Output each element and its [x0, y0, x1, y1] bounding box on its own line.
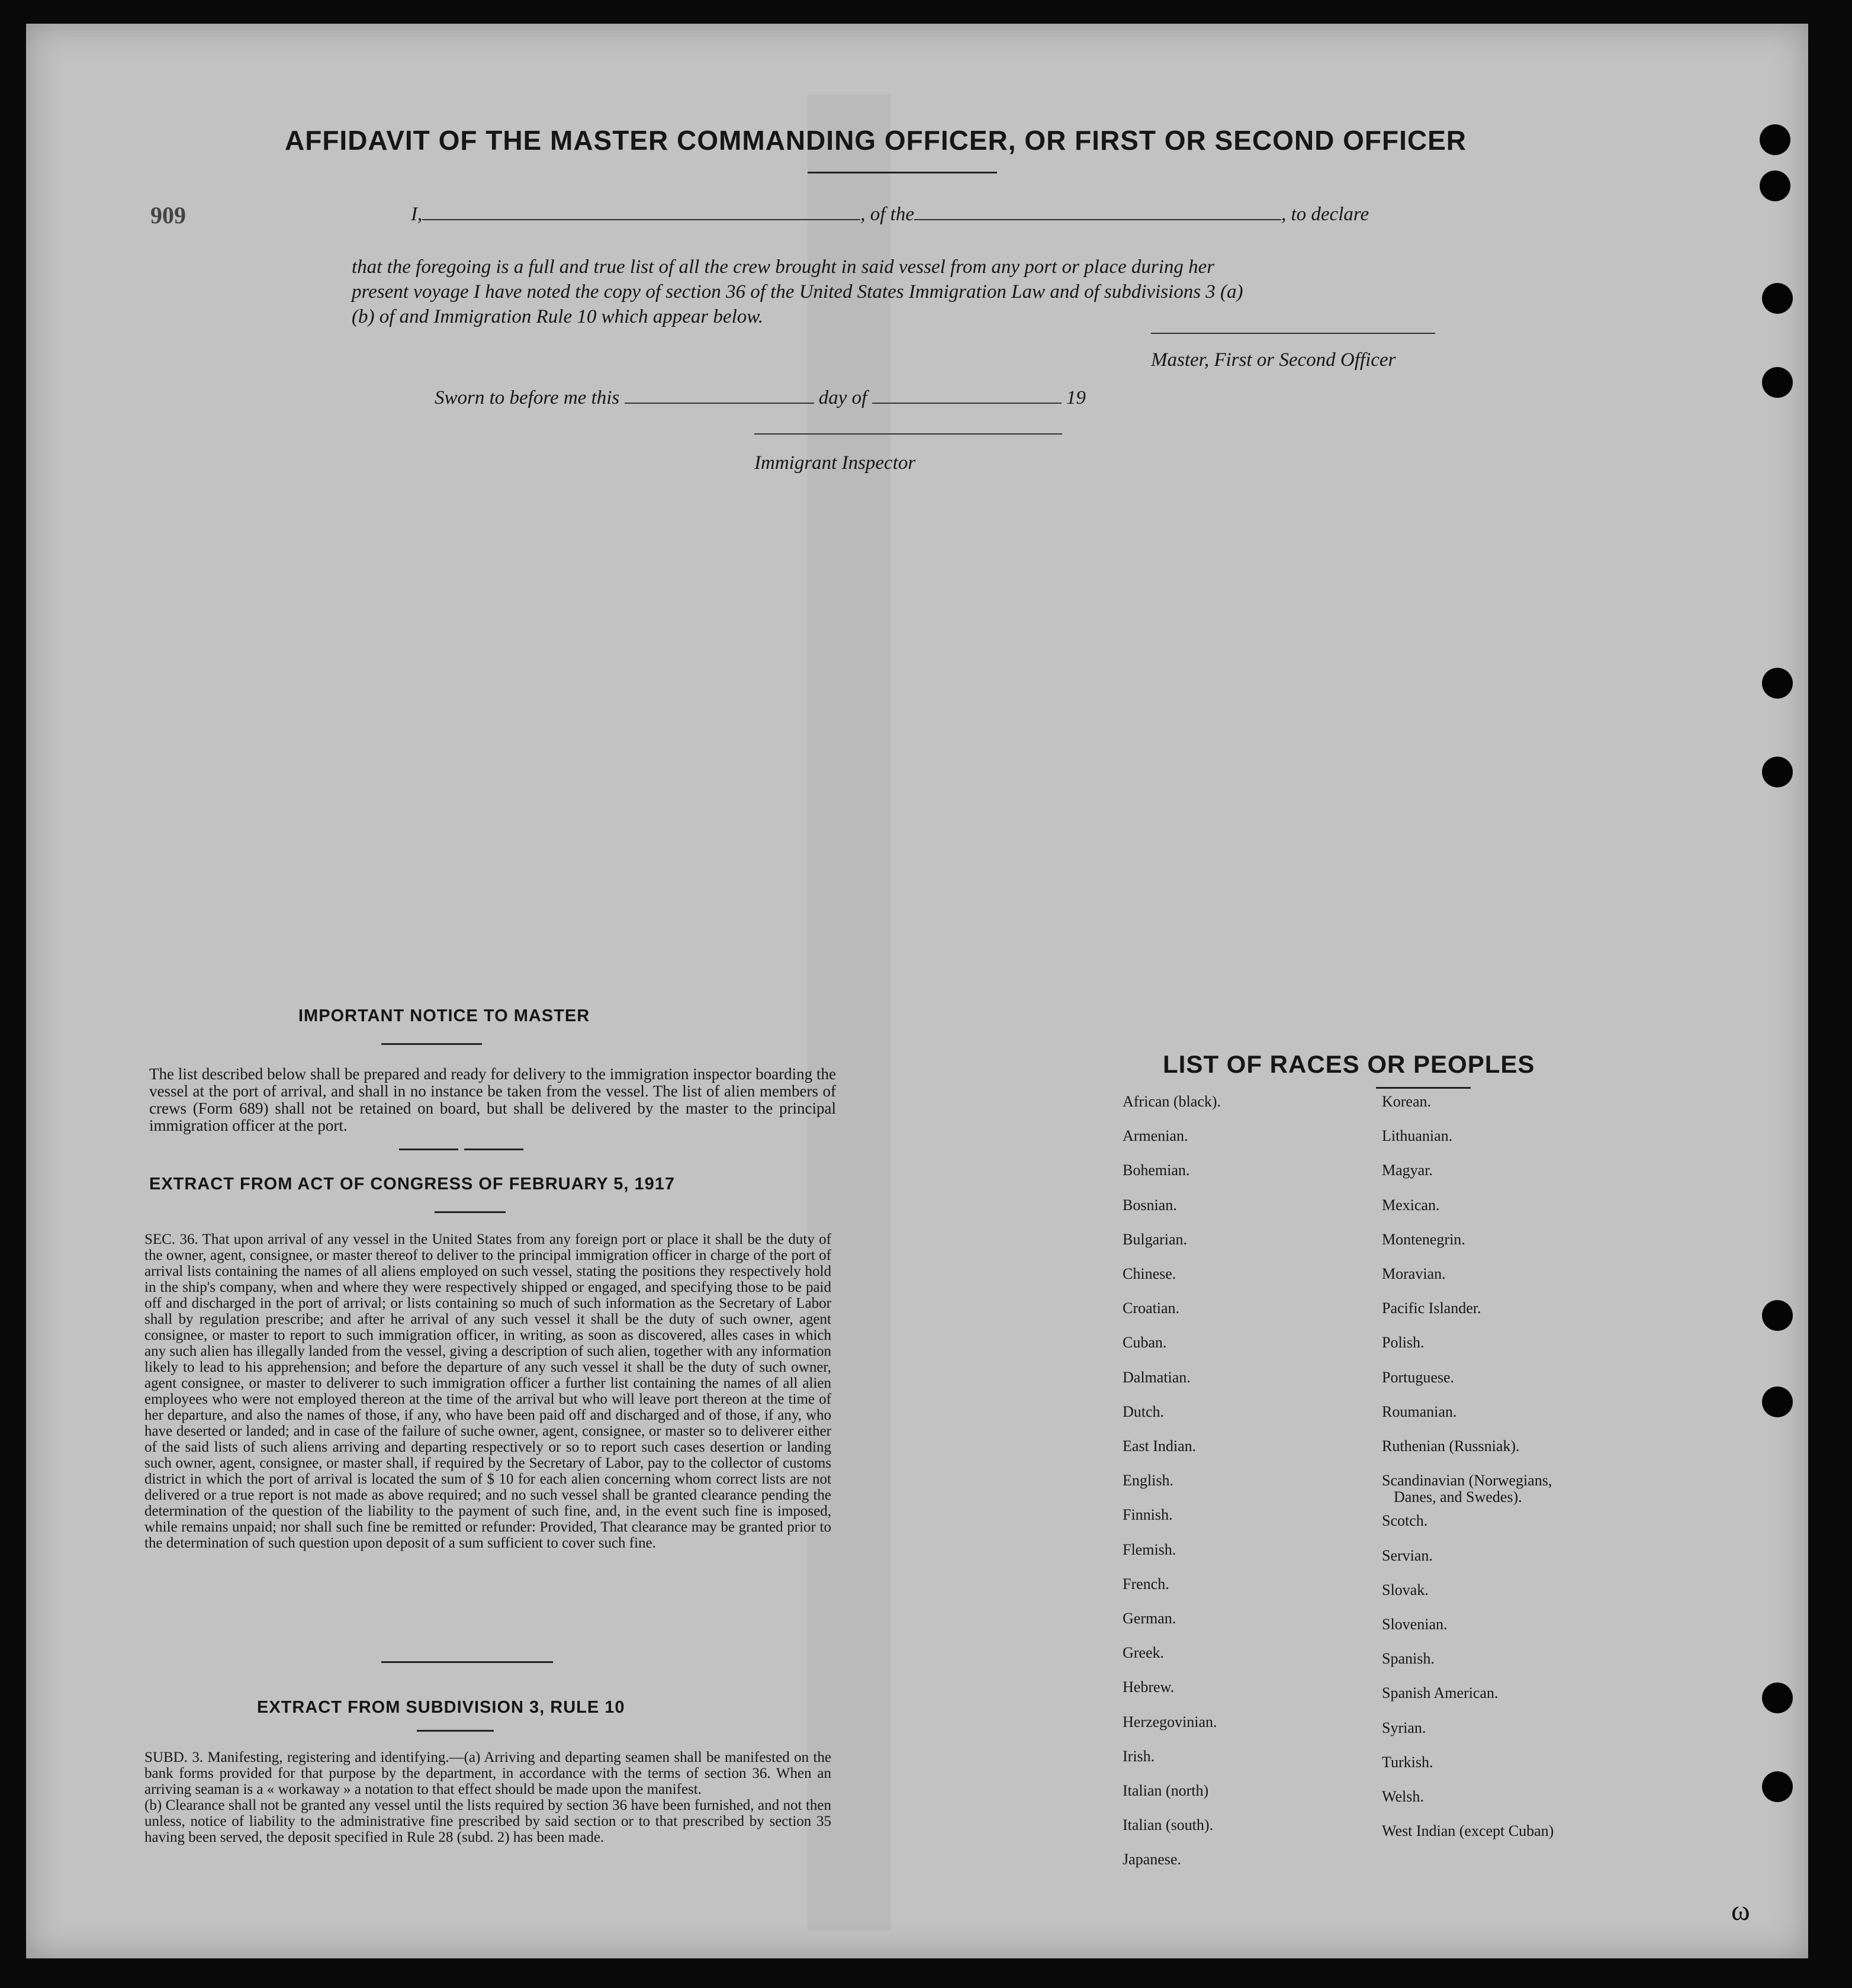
- master-label: Master, First or Second Officer: [1151, 349, 1396, 371]
- race-item: Bohemian.: [1123, 1162, 1190, 1179]
- race-item: Roumanian.: [1382, 1402, 1457, 1420]
- extract-rule-heading: EXTRACT FROM SUBDIVISION 3, RULE 10: [257, 1698, 625, 1717]
- race-item: Scandinavian (Norwegians,: [1382, 1472, 1552, 1490]
- race-item: Montenegrin.: [1382, 1230, 1465, 1248]
- race-item: West Indian (except Cuban): [1382, 1822, 1554, 1840]
- race-item: Finnish.: [1123, 1506, 1173, 1524]
- year-label: 19: [1066, 387, 1086, 408]
- race-item: German.: [1123, 1610, 1176, 1627]
- race-item: Hebrew.: [1123, 1678, 1175, 1696]
- punch-hole: [1762, 367, 1793, 398]
- race-item: African (black).: [1123, 1093, 1221, 1110]
- race-item: Irish.: [1123, 1747, 1155, 1765]
- race-item: Slovak.: [1382, 1581, 1429, 1598]
- race-item: Japanese.: [1123, 1851, 1181, 1868]
- notice-divider-b: [464, 1149, 523, 1150]
- inspector-label: Immigrant Inspector: [754, 452, 916, 474]
- race-item: East Indian.: [1123, 1437, 1197, 1455]
- punch-hole: [1762, 1683, 1793, 1713]
- race-item: Korean.: [1382, 1093, 1432, 1110]
- notice-underline: [381, 1043, 482, 1045]
- race-item: Flemish.: [1123, 1540, 1176, 1558]
- bleed-through-band: [808, 95, 890, 1930]
- name-field[interactable]: [422, 219, 860, 220]
- extract-rule-underline: [417, 1730, 494, 1732]
- race-item: Pacific Islander.: [1382, 1299, 1481, 1317]
- race-item: Moravian.: [1382, 1265, 1446, 1282]
- race-item: Magyar.: [1382, 1162, 1433, 1179]
- race-item: Servian.: [1382, 1546, 1433, 1564]
- punch-hole: [1762, 1300, 1793, 1331]
- race-item: Bulgarian.: [1123, 1230, 1188, 1248]
- to-declare-label: , to declare: [1281, 204, 1369, 225]
- race-item: Dalmatian.: [1123, 1368, 1191, 1386]
- race-item: Scotch.: [1382, 1512, 1428, 1530]
- corner-mark: ω: [1731, 1895, 1750, 1926]
- notice-divider-a: [399, 1149, 458, 1150]
- of-the-label: , of the: [860, 204, 914, 225]
- declaration-line-2: that the foregoing is a full and true list of all the crew brought in said vessel from any port or place during her: [352, 256, 1215, 278]
- race-item: Bosnian.: [1123, 1196, 1177, 1214]
- sworn-label: Sworn to before me this: [435, 387, 620, 408]
- race-item: Cuban.: [1123, 1334, 1167, 1352]
- affidavit-title: AFFIDAVIT OF THE MASTER COMMANDING OFFICER, OR FIRST OR SECOND OFFICER: [285, 125, 1467, 156]
- race-item: Chinese.: [1123, 1265, 1176, 1282]
- declaration-line-1: [411, 204, 1369, 226]
- inspector-signature-line[interactable]: [754, 432, 1062, 435]
- declaration-body: [352, 255, 1536, 329]
- race-item: Danes, and Swedes).: [1394, 1488, 1522, 1506]
- punch-hole: [1762, 1387, 1793, 1417]
- extract-act-heading: EXTRACT FROM ACT OF CONGRESS OF FEBRUARY 5, 1917: [149, 1175, 676, 1194]
- punch-hole: [1762, 757, 1793, 787]
- races-underline: [1376, 1087, 1471, 1089]
- race-item: Ruthenian (Russniak).: [1382, 1437, 1520, 1455]
- vessel-field[interactable]: [914, 219, 1281, 220]
- month-field[interactable]: [872, 403, 1062, 404]
- day-of-label: day of: [818, 387, 867, 408]
- declaration-line-3: present voyage I have noted the copy of section 36 of the United States Immigration Law and of subdivisions 3 (a): [352, 281, 1243, 303]
- sworn-line: [435, 387, 1086, 409]
- extract-rule-text-a: SUBD. 3. Manifesting, registering and identifying.—(a) Arriving and departing seamen shall be manifested on the bank forms provided for that purpose by the department, in accordance with the terms of section 36. When an arriving seaman is a « workaway » a notation to that effect should be made upon the manifest.: [144, 1749, 831, 1797]
- race-item: Dutch.: [1123, 1402, 1165, 1420]
- declaration-line-4: (b) of and Immigration Rule 10 which appear below.: [352, 306, 764, 327]
- punch-hole: [1762, 283, 1793, 314]
- bleed-through-text: [144, 474, 159, 500]
- i-label: I,: [411, 204, 423, 225]
- race-item: English.: [1123, 1472, 1173, 1490]
- extract-rule-text: [144, 1749, 831, 1845]
- race-item: Italian (north): [1123, 1782, 1209, 1799]
- race-item: Turkish.: [1382, 1753, 1433, 1771]
- punch-hole: [1760, 124, 1790, 155]
- race-item: Mexican.: [1382, 1196, 1440, 1214]
- race-item: French.: [1123, 1575, 1169, 1593]
- punch-hole: [1760, 171, 1790, 201]
- race-item: Spanish American.: [1382, 1684, 1499, 1702]
- race-item: Slovenian.: [1382, 1616, 1448, 1633]
- notice-heading: IMPORTANT NOTICE TO MASTER: [298, 1006, 590, 1025]
- title-underline: [808, 172, 997, 173]
- extract-act-text: SEC. 36. That upon arrival of any vessel in the United States from any foreign port or place it shall be the duty of the owner, agent, consignee, or master thereof to deliver to the principal immigration officer in charge of the port of arrival lists containing the names of all aliens employed on such vessel, stating the positions they respectively hold in the ship's company, when and where they were respectively shipped or engaged, and specifying those to be paid off and discharged in the port of arrival; or lists containing so much of such information as the Secretary of Labor shall by regulation prescribe; and after he arrival of any such vessel it shall be the duty of such owner, agent consignee, or master to report to such immigration officer, in writing, as soon as discovered, alles cases in which any such alien has illegally landed from the vessel, giving a description of such alien, together with any information likely to lead to his apprehension; and before the departure of any such vessel it shall be the duty of such owner, agent consignee, or master to deliverer to such immigration officer a further list containing the names of all alien employees who were not employed thereon at the time of the arrival but who will leave port thereon at the time of her departure, and also the names of those, if any, who have been paid off and discharged and of those, if any, who have deserted or landed; and in case of the failure of suche owner, agent, consignee, or master so to deliverer either of the said lists of such aliens arriving and departing respectively or so to report such cases desertion or landing such owner, agent, consignee, or master shall, if required by the Secretary of Labor, pay to the collector of customs district in which the port of arrival is located the sum of $ 10 for each alien concerning whom correct lists are not delivered or a true report is not made as above required; and no such vessel shall be granted clearance pending the determination of the question of the liability to the payment of such fine, and, in the event such fine is imposed, while remains unpaid; nor shall such fine be remitted or refunder: Provided, That clearance may be granted prior to the determination of such question upon deposit of a sum sufficient to cover such fine.: [144, 1231, 831, 1551]
- races-heading: LIST OF RACES OR PEOPLES: [1163, 1050, 1535, 1078]
- race-item: Portuguese.: [1382, 1368, 1455, 1386]
- race-item: Herzegovinian.: [1123, 1713, 1217, 1730]
- race-item: Welsh.: [1382, 1788, 1424, 1805]
- extract-act-divider: [381, 1661, 553, 1663]
- day-field[interactable]: [625, 403, 814, 404]
- race-item: Lithuanian.: [1382, 1127, 1453, 1145]
- margin-stamp: 909: [150, 202, 186, 229]
- extract-act-underline: [435, 1211, 506, 1213]
- master-signature-line[interactable]: [1151, 332, 1435, 334]
- race-item: Italian (south).: [1123, 1816, 1214, 1834]
- race-item: Croatian.: [1123, 1299, 1180, 1317]
- extract-rule-text-b: (b) Clearance shall not be granted any vessel until the lists required by section 36 have been furnished, and not then unless, notice of liability to the administrative fine prescribed by said section or to that prescribed by section 35 having been served, the deposit specified in Rule 28 (subd. 2) has been made.: [144, 1797, 831, 1845]
- race-item: Polish.: [1382, 1334, 1425, 1352]
- punch-hole: [1762, 668, 1793, 699]
- race-item: Spanish.: [1382, 1650, 1435, 1668]
- punch-hole: [1762, 1771, 1793, 1802]
- race-item: Greek.: [1123, 1644, 1165, 1662]
- notice-text: The list described below shall be prepared and ready for delivery to the immigration inspector boarding the vessel at the port of arrival, and shall in no instance be taken from the vessel. The list of alien members of crews (Form 689) shall not be retained on board, but shall be delivered by the master to the principal immigration officer at the port.: [149, 1065, 836, 1134]
- document-page: [26, 24, 1808, 1958]
- race-item: Armenian.: [1123, 1127, 1188, 1145]
- race-item: Syrian.: [1382, 1719, 1426, 1736]
